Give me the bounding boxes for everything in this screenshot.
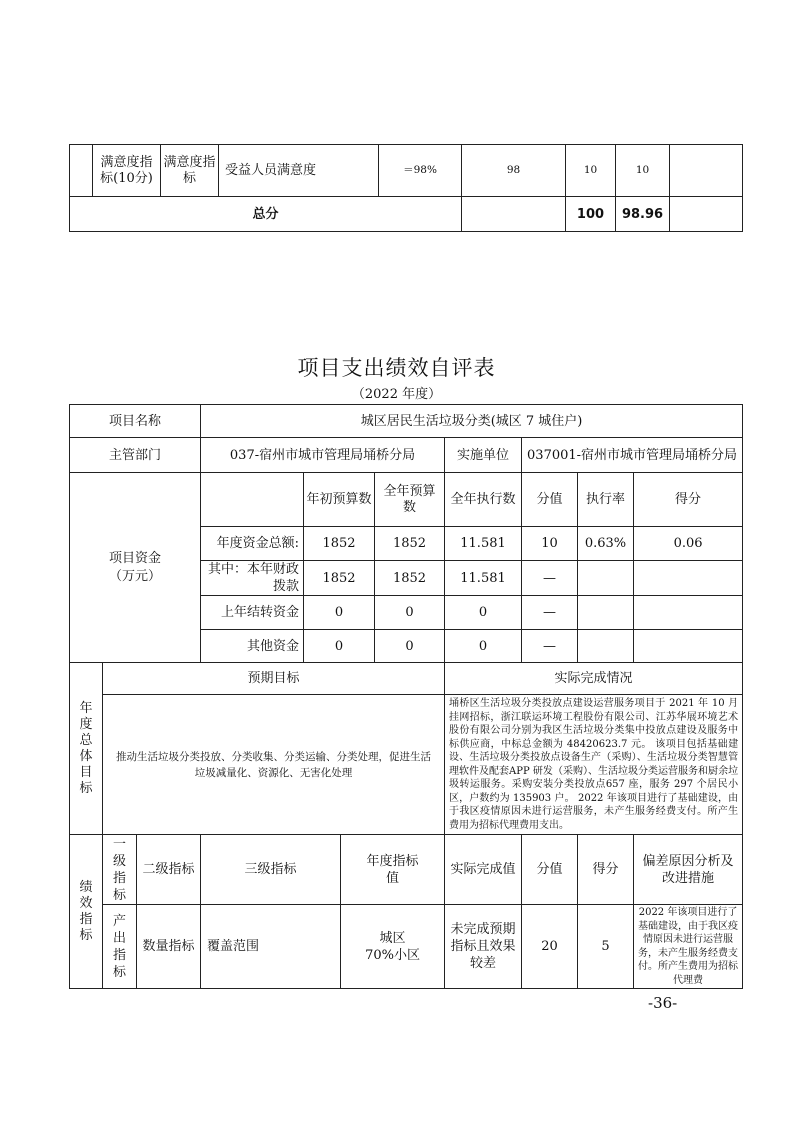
funds-label-text: 项目资金（万元） xyxy=(108,550,161,584)
project-name-value: 城区居民生活垃圾分类(城区 7 城住户) xyxy=(201,405,743,438)
score-cell: 10 xyxy=(616,145,670,197)
funds-score xyxy=(634,596,743,630)
perf-label xyxy=(70,835,103,989)
funds-score-value: — xyxy=(522,596,578,630)
funds-full: 0 xyxy=(375,596,445,630)
goal-header-row xyxy=(70,663,743,695)
perf-row xyxy=(70,905,743,989)
deviation-cell: 2022 年该项目进行了基础建设，由于我区疫情原因未进行运营服务，未产生服务经费支付。所产生费用为招标代理费 xyxy=(634,905,743,989)
department-row xyxy=(70,438,743,473)
dept-label: 主管部门 xyxy=(70,438,201,473)
level2-cell: 数量指标 xyxy=(137,905,201,989)
level1-cell xyxy=(103,905,137,989)
funds-initial: 0 xyxy=(304,630,375,663)
perf-score-value-cell: 20 xyxy=(522,905,578,989)
level2-cell: 满意度指标(10分) xyxy=(93,145,161,197)
total-score-value: 100 xyxy=(566,197,616,232)
funds-executed: 0 xyxy=(445,630,522,663)
total-row xyxy=(70,197,743,232)
funds-rate xyxy=(578,596,634,630)
score-header: 得分 xyxy=(634,473,743,527)
funds-label xyxy=(70,473,201,663)
deviation-header-text: 偏差原因分析及改进措施 xyxy=(642,853,734,886)
actual-cell: 98 xyxy=(462,145,566,197)
funds-header-row xyxy=(70,473,743,527)
actual-completion-header: 实际完成情况 xyxy=(445,663,743,695)
annual-goal-label xyxy=(70,663,103,835)
funds-row-label: 其中：本年财政拨款 xyxy=(201,561,304,596)
funds-score: 0.06 xyxy=(634,527,743,561)
previous-table xyxy=(69,144,743,232)
perf-score-cell: 5 xyxy=(578,905,634,989)
blank-cell xyxy=(70,145,93,197)
total-remark xyxy=(670,197,743,232)
funds-score xyxy=(634,561,743,596)
funds-executed: 11.581 xyxy=(445,561,522,596)
level3-header: 三级指标 xyxy=(201,835,341,905)
funds-header-blank xyxy=(201,473,304,527)
funds-full: 1852 xyxy=(375,561,445,596)
project-name-label: 项目名称 xyxy=(70,405,201,438)
perf-header-row xyxy=(70,835,743,905)
level1-header-text: 一级指标 xyxy=(113,836,127,903)
goal-content-row xyxy=(70,695,743,835)
document-year: （2022 年度） xyxy=(351,387,442,402)
funds-rate xyxy=(578,630,634,663)
level3-group-cell: 满意度指标 xyxy=(161,145,219,197)
satisfaction-row xyxy=(70,145,743,197)
funds-rate xyxy=(578,561,634,596)
indicator-cell: 受益人员满意度 xyxy=(219,145,379,197)
expected-goal-header: 预期目标 xyxy=(103,663,445,695)
funds-score-value: 10 xyxy=(522,527,578,561)
deviation-header xyxy=(634,835,743,905)
annual-value-cell-text: 城区 70%小区 xyxy=(365,930,420,963)
score-value-header: 分值 xyxy=(522,473,578,527)
evaluation-table xyxy=(69,404,743,989)
actual-value-cell xyxy=(445,905,522,989)
page-number: -36- xyxy=(648,994,678,1012)
full-budget-header xyxy=(375,473,445,527)
remark-cell xyxy=(670,145,743,197)
annual-value-header xyxy=(341,835,445,905)
level2-header: 二级指标 xyxy=(137,835,201,905)
funds-row-label: 上年结转资金 xyxy=(201,596,304,630)
funds-row-label: 年度资金总额: xyxy=(201,527,304,561)
executed-header: 全年执行数 xyxy=(445,473,522,527)
full-budget-header-text: 全年预算数 xyxy=(383,483,436,515)
perf-score-header: 得分 xyxy=(578,835,634,905)
total-blank xyxy=(462,197,566,232)
funds-score xyxy=(634,630,743,663)
exec-rate-header: 执行率 xyxy=(578,473,634,527)
level1-cell-text: 产出指标 xyxy=(113,913,127,980)
expected-goal-text: 推动生活垃圾分类投放、分类收集、分类运输、分类处理，促进生活垃圾减量化、资源化、无害化处理 xyxy=(103,695,445,835)
funds-executed: 11.581 xyxy=(445,527,522,561)
actual-value-header: 实际完成值 xyxy=(445,835,522,905)
funds-initial: 1852 xyxy=(304,527,375,561)
funds-initial: 1852 xyxy=(304,561,375,596)
annual-goal-label-text: 年度总体目标 xyxy=(79,700,93,796)
annual-value-cell xyxy=(341,905,445,989)
actual-value-cell-text: 未完成预期指标且效果较差 xyxy=(450,922,516,971)
actual-completion-text: 埇桥区生活垃圾分类投放点建设运营服务项目于 2021 年 10 月挂网招标，浙江联运环境工程股份有限公司、江苏华展环境艺术股份有限公司分别为我区生活垃圾分类集中投放点建设及服务中标供应商，中标总金额为 48420623.7 元。 该项目包括基础建设、生活垃圾分类投放点设备生产（采购）、生活垃圾分类智慧管理软件及配套APP 研发（采购）、生活垃圾分类运营服务和厨余垃圾转运服务。采购安装分类投放点657 座，服务 297 个居民小区，户数约为 135903 户。 2022 年该项目进行了基础建设，由于我区疫情原因未进行运营服务，未产生服务经费支付。所产生费用为招标代理费用支出。 xyxy=(445,695,743,835)
impl-value: 037001-宿州市城市管理局埇桥分局 xyxy=(522,438,743,473)
funds-initial: 0 xyxy=(304,596,375,630)
funds-score-value: — xyxy=(522,561,578,596)
funds-rate: 0.63% xyxy=(578,527,634,561)
impl-label: 实施单位 xyxy=(445,438,522,473)
funds-full: 1852 xyxy=(375,527,445,561)
funds-executed: 0 xyxy=(445,596,522,630)
project-name-row xyxy=(70,405,743,438)
initial-budget-header: 年初预算数 xyxy=(304,473,375,527)
total-label: 总分 xyxy=(70,197,462,232)
level1-header xyxy=(103,835,137,905)
level3-cell: 覆盖范围 xyxy=(201,905,341,989)
perf-score-value-header: 分值 xyxy=(522,835,578,905)
funds-row-label: 其他资金 xyxy=(201,630,304,663)
document-title: 项目支出绩效自评表 xyxy=(297,356,496,380)
funds-score-value: — xyxy=(522,630,578,663)
score-value-cell: 10 xyxy=(566,145,616,197)
perf-label-text: 绩效指标 xyxy=(79,879,93,943)
target-cell: ＝98% xyxy=(379,145,462,197)
funds-full: 0 xyxy=(375,630,445,663)
dept-value: 037-宿州市城市管理局埇桥分局 xyxy=(201,438,445,473)
total-score: 98.96 xyxy=(616,197,670,232)
annual-value-header-text: 年度指标值 xyxy=(366,853,419,886)
